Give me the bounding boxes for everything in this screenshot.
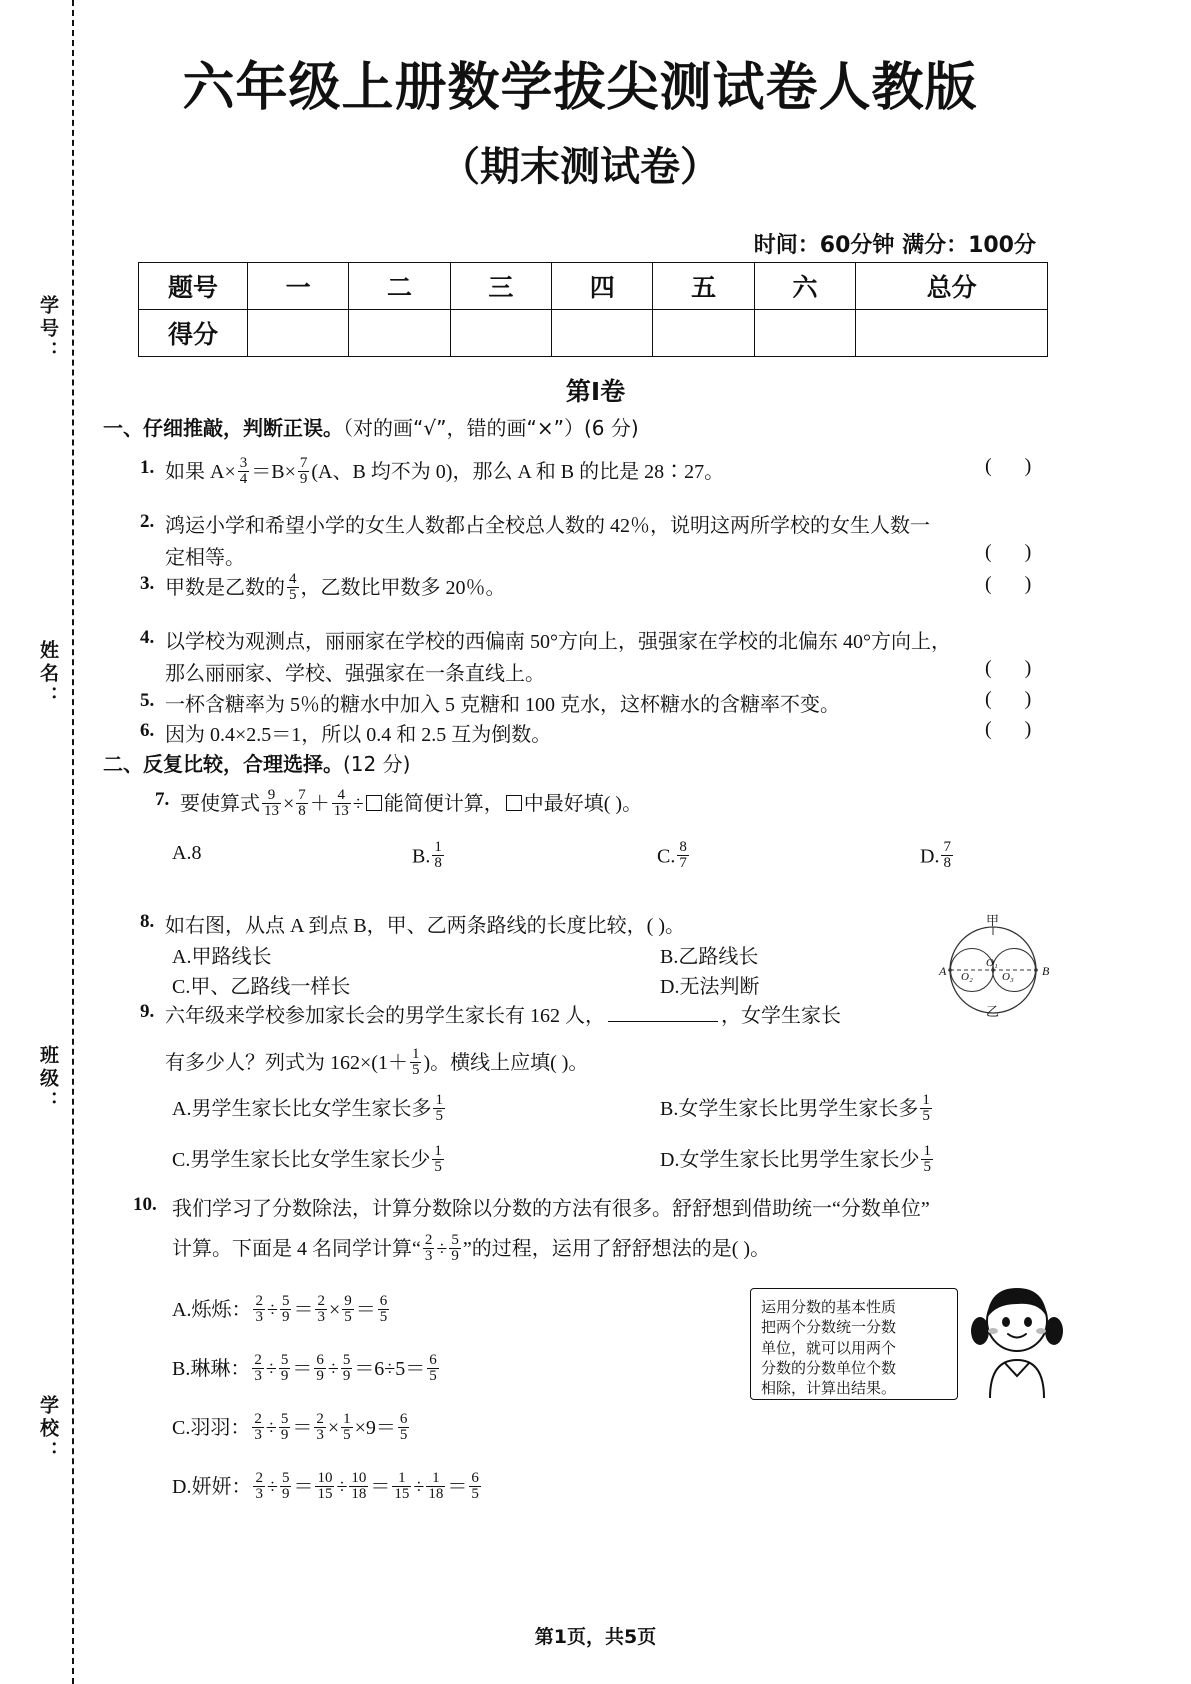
- q10-option-fraction-10: $\frac{1}{18}$: [428, 1469, 444, 1502]
- page-subtitle: （期末测试卷）: [440, 144, 720, 190]
- q10-option-operator-5: ÷: [336, 1476, 348, 1498]
- q7-opt-c-fraction: $\frac{8}{7}$: [679, 839, 687, 872]
- q7-opt-d-label: D.: [920, 845, 940, 868]
- girl-braid-right: [1045, 1317, 1063, 1345]
- q10-option-fraction-8: $\frac{6}{5}$: [379, 1292, 388, 1325]
- q10-option-operator-7: ＝6÷5＝: [354, 1358, 426, 1380]
- point-b-dot: [1034, 968, 1038, 972]
- question-9-option-d[interactable]: [660, 1143, 935, 1177]
- q1-mid: ＝B×: [251, 461, 296, 483]
- question-2-answer-paren[interactable]: ( ): [985, 541, 1046, 563]
- q7-op3: ÷: [352, 793, 364, 815]
- question-7-text: [180, 787, 642, 821]
- binding-dashed-line: [72, 0, 74, 1684]
- score-col-3: 三: [450, 263, 551, 310]
- q1-pre: 如果 A×: [165, 461, 236, 483]
- q9-answer-blank[interactable]: [608, 1005, 718, 1022]
- q10-option-fraction-4: $\frac{10}{15}$: [317, 1469, 333, 1502]
- question-8-option-a[interactable]: A.甲路线长: [172, 946, 272, 968]
- q10-option-fraction-4: $\frac{6}{9}$: [316, 1351, 324, 1384]
- q9-opt-a-label: A.: [172, 1098, 192, 1120]
- q10-option-operator-1: ÷: [265, 1358, 277, 1380]
- q10-option-operator-5: ÷: [327, 1358, 339, 1380]
- page-footer: 第1页，共5页: [534, 1626, 657, 1648]
- figure-label-yi: 乙: [986, 1005, 1000, 1018]
- q7-opt-a-label: A.: [172, 842, 192, 864]
- q9-line2-b: )。横线上应填( )。: [423, 1052, 589, 1074]
- q9-line1-a: 六年级来学校参加家长会的男学生家长有 162 人，: [165, 1005, 605, 1027]
- girl-illustration: [960, 1276, 1075, 1401]
- question-10-option-c[interactable]: [172, 1411, 411, 1445]
- question-10-text-line1: 我们学习了分数除法，计算分数除以分数的方法有很多。舒舒想到借助统一“分数单位”: [172, 1198, 930, 1220]
- score-cell-2[interactable]: [349, 310, 450, 357]
- q7-post2: 中最好填( )。: [523, 793, 643, 815]
- girl-blush-right: [1036, 1328, 1046, 1334]
- question-7-option-a[interactable]: [172, 842, 201, 865]
- question-6-text: 因为 0.4×2.5＝1，所以 0.4 和 2.5 互为倒数。: [165, 724, 552, 746]
- q10-option-label: D.妍妍：: [172, 1476, 252, 1498]
- margin-label-school: 学校：: [37, 1395, 59, 1464]
- q9-line2-a: 有多少人？列式为 162×(1＋: [165, 1052, 408, 1074]
- score-col-1: 一: [248, 263, 349, 310]
- question-7-number: 7.: [155, 789, 170, 810]
- q10-option-fraction-6: $\frac{9}{5}$: [344, 1292, 352, 1325]
- q10-option-operator-7: ＝: [355, 1299, 376, 1321]
- question-9-text-line1: [165, 999, 841, 1028]
- figure-label-o1: O₁: [986, 957, 998, 969]
- question-8-text: 如右图，从点 A 到点 B，甲、乙两条路线的长度比较，( )。: [165, 915, 685, 937]
- question-9-option-c[interactable]: [172, 1143, 446, 1177]
- q1-fraction-2: $\frac{7}{9}$: [299, 454, 308, 487]
- q10-option-operator-7: ×9＝: [354, 1417, 396, 1439]
- q10-fraction-1: $\frac{2}{3}$: [424, 1231, 433, 1264]
- girl-icon: [960, 1276, 1075, 1401]
- point-a-dot: [948, 968, 952, 972]
- q10-option-operator-3: ＝: [292, 1417, 313, 1439]
- margin-label-name: 姓名：: [37, 640, 59, 709]
- girl-body: [990, 1360, 1044, 1398]
- question-6-answer-paren[interactable]: ( ): [985, 718, 1046, 740]
- q10-option-fraction-8: $\frac{6}{5}$: [429, 1351, 437, 1384]
- girl-braid-left: [971, 1317, 989, 1345]
- girl-eye-left: [1002, 1317, 1010, 1327]
- score-cell-5[interactable]: [653, 310, 754, 357]
- score-cell-total[interactable]: [856, 310, 1048, 357]
- bubble-line-1: 把两个分数统一分数: [761, 1318, 897, 1337]
- q9-opt-a-text: 男学生家长比女学生家长多: [191, 1098, 432, 1120]
- question-8-option-c[interactable]: C.甲、乙路线一样长: [172, 976, 351, 998]
- question-8-option-b[interactable]: B.乙路线长: [660, 946, 759, 968]
- score-cell-6[interactable]: [754, 310, 855, 357]
- bubble-line-2: 单位，就可以用两个: [761, 1338, 897, 1357]
- q10-option-fraction-6: $\frac{5}{9}$: [342, 1351, 351, 1384]
- q7-answer-box-1[interactable]: [366, 795, 382, 811]
- q10-option-fraction-8: $\frac{6}{5}$: [399, 1410, 408, 1443]
- q9-opt-a-fraction: $\frac{1}{5}$: [435, 1091, 443, 1124]
- q3-fraction: $\frac{4}{5}$: [289, 570, 297, 603]
- q10-option-label: B.琳琳：: [172, 1358, 251, 1380]
- question-4-number: 4.: [140, 627, 155, 648]
- q9-opt-b-fraction: $\frac{1}{5}$: [922, 1091, 930, 1124]
- bubble-line-0: 运用分数的基本性质: [761, 1298, 897, 1316]
- margin-label-class: 班级：: [37, 1045, 59, 1114]
- score-col-5: 五: [653, 263, 754, 310]
- score-col-2: 二: [349, 263, 450, 310]
- hint-speech-bubble: [750, 1288, 958, 1400]
- q9-opt-d-label: D.: [660, 1149, 680, 1171]
- exam-meta: 时间：60分钟 满分：100分: [753, 233, 1036, 258]
- question-7-option-c[interactable]: [657, 839, 691, 874]
- section-2-heading: [103, 748, 410, 777]
- score-col-4: 四: [552, 263, 653, 310]
- question-7-option-b[interactable]: [412, 839, 446, 874]
- section-1-title: 一、仔细推敲，判断正误。: [103, 416, 343, 440]
- q7-fraction-1: $\frac{9}{13}$: [264, 786, 279, 819]
- q10-option-operator-1: ÷: [266, 1299, 278, 1321]
- section-1-subtitle: （对的画“√”，错的画“×”）(6 分): [343, 416, 639, 440]
- q7-answer-box-2[interactable]: [506, 795, 522, 811]
- q1-fraction-1: $\frac{3}{4}$: [239, 454, 248, 487]
- q10-option-operator-1: ÷: [266, 1476, 278, 1498]
- bubble-line-3: 分数的分数单位个数: [761, 1358, 897, 1377]
- figure-label-b: B: [1042, 964, 1050, 978]
- table-row-scores: [139, 310, 1048, 357]
- q10-option-fraction-0: $\frac{2}{3}$: [255, 1292, 263, 1325]
- q7-post: 能简便计算，: [383, 793, 504, 815]
- q10-option-operator-7: ＝: [370, 1476, 391, 1498]
- q10-option-operator-3: ＝: [293, 1476, 314, 1498]
- question-9-text-line2: [165, 1046, 588, 1080]
- q9-line1-b: ，女学生家长: [721, 1005, 841, 1027]
- q10-option-operator-9: ÷: [413, 1476, 425, 1498]
- q9-opt-b-text: 女学生家长比男学生家长多: [678, 1098, 919, 1120]
- girl-eye-right: [1024, 1317, 1032, 1327]
- question-5-answer-paren[interactable]: ( ): [985, 688, 1046, 710]
- q7-opt-b-label: B.: [412, 845, 431, 868]
- score-cell-3[interactable]: [450, 310, 551, 357]
- q9-opt-d-text: 女学生家长比男学生家长少: [679, 1149, 920, 1171]
- q7-opt-a-text: 8: [191, 842, 202, 864]
- question-10-option-d[interactable]: [172, 1470, 483, 1504]
- question-7-option-d[interactable]: [920, 839, 955, 874]
- q3-pre: 甲数是乙数的: [165, 577, 285, 599]
- q7-fraction-3: $\frac{4}{13}$: [333, 786, 349, 819]
- q10-fraction-2: $\frac{5}{9}$: [451, 1231, 459, 1264]
- score-cell-4[interactable]: [552, 310, 653, 357]
- score-col-6: 六: [754, 263, 855, 310]
- bubble-line-4: 相除，计算出结果。: [761, 1379, 897, 1397]
- circle-path-diagram: [905, 908, 1085, 1018]
- q9-opt-c-text: 男学生家长比女学生家长少: [190, 1149, 431, 1171]
- q10-op: ÷: [436, 1238, 448, 1260]
- question-5-text: 一杯含糖率为 5％的糖水中加入 5 克糖和 100 克水，这杯糖水的含糖率不变。: [165, 694, 840, 716]
- question-2-number: 2.: [140, 511, 155, 532]
- margin-label-student-id: 学号：: [37, 295, 59, 364]
- question-1-answer-paren[interactable]: ( ): [985, 455, 1046, 477]
- section-1-heading: [103, 412, 639, 441]
- q9-opt-c-label: C.: [172, 1149, 191, 1171]
- q7-op1: ×: [283, 793, 295, 815]
- q10-option-fraction-6: $\frac{10}{18}$: [351, 1469, 367, 1502]
- q9-opt-b-label: B.: [660, 1098, 679, 1120]
- q7-opt-c-label: C.: [657, 845, 676, 868]
- question-3-answer-paren[interactable]: ( ): [985, 573, 1046, 595]
- q10-option-operator-3: ＝: [292, 1358, 313, 1380]
- q10-option-fraction-4: $\frac{2}{3}$: [316, 1410, 324, 1443]
- q10-option-fraction-0: $\frac{2}{3}$: [255, 1469, 263, 1502]
- question-8-figure: [905, 908, 1085, 1018]
- q10-option-operator-5: ×: [328, 1299, 341, 1321]
- q1-post: (A、B 均不为 0)，那么 A 和 B 的比是 28∶27。: [311, 461, 725, 483]
- question-1-text: [165, 455, 724, 489]
- question-10-text-line2: [172, 1232, 770, 1266]
- question-3-number: 3.: [140, 573, 155, 594]
- score-table: [138, 262, 1048, 357]
- q10-line2-a: 计算。下面是 4 名同学计算“: [172, 1238, 421, 1260]
- q10-option-fraction-2: $\frac{5}{9}$: [280, 1410, 289, 1443]
- q9-opt-d-fraction: $\frac{1}{5}$: [923, 1142, 931, 1175]
- question-8-option-d[interactable]: D.无法判断: [660, 976, 760, 998]
- section-2-title: 二、反复比较，合理选择。: [103, 752, 343, 776]
- q10-option-fraction-0: $\frac{2}{3}$: [254, 1351, 262, 1384]
- girl-blush-left: [988, 1328, 998, 1334]
- question-10-number: 10.: [133, 1194, 157, 1215]
- figure-label-o3: O₃: [1002, 971, 1014, 983]
- question-1-number: 1.: [140, 457, 155, 478]
- figure-label-o2: O₂: [961, 971, 973, 983]
- q10-option-fraction-8: $\frac{1}{15}$: [394, 1469, 410, 1502]
- q10-option-operator-11: ＝: [447, 1476, 468, 1498]
- q10-option-fraction-2: $\frac{5}{9}$: [281, 1469, 290, 1502]
- question-8-number: 8.: [140, 911, 155, 932]
- q10-option-fraction-2: $\frac{5}{9}$: [281, 1292, 290, 1325]
- q7-opt-d-fraction: $\frac{7}{8}$: [943, 839, 951, 872]
- q10-option-operator-3: ＝: [293, 1299, 314, 1321]
- question-3-text: [165, 571, 506, 605]
- q10-option-operator-1: ÷: [265, 1417, 277, 1439]
- question-9-number: 9.: [140, 1001, 155, 1022]
- figure-label-a: A: [939, 964, 947, 978]
- section-2-subtitle: (12 分): [343, 752, 411, 776]
- score-cell-1[interactable]: [248, 310, 349, 357]
- question-4-text-line2: 那么丽丽家、学校、强强家在一条直线上。: [165, 663, 545, 685]
- question-4-answer-paren[interactable]: ( ): [985, 657, 1046, 679]
- q7-op2: ＋: [309, 793, 330, 815]
- score-table-row-label: 题号: [139, 263, 248, 310]
- question-9-option-a[interactable]: [172, 1092, 447, 1126]
- figure-label-jia: 甲: [986, 914, 1000, 929]
- q9-opt-c-fraction: $\frac{1}{5}$: [434, 1142, 442, 1175]
- q7-fraction-2: $\frac{7}{8}$: [298, 786, 306, 819]
- table-row-header: [139, 263, 1048, 310]
- q9-fraction: $\frac{1}{5}$: [411, 1045, 420, 1078]
- q10-option-fraction-6: $\frac{1}{5}$: [343, 1410, 351, 1443]
- q10-option-fraction-2: $\frac{5}{9}$: [280, 1351, 289, 1384]
- score-col-total: 总分: [856, 263, 1048, 310]
- question-10-option-b[interactable]: [172, 1352, 441, 1386]
- question-4-text-line1: 以学校为观测点，丽丽家在学校的西偏南 50°方向上，强强家在学校的北偏东 40°方向上，: [165, 631, 951, 653]
- q3-post: ，乙数比甲数多 20％。: [300, 577, 506, 599]
- q10-option-fraction-12: $\frac{6}{5}$: [471, 1469, 479, 1502]
- q7-opt-b-fraction: $\frac{1}{8}$: [434, 839, 442, 872]
- question-5-number: 5.: [140, 690, 155, 711]
- question-6-number: 6.: [140, 720, 155, 741]
- q10-line2-b: ”的过程，运用了舒舒想法的是( )。: [462, 1238, 771, 1260]
- q10-option-label: A.烁烁：: [172, 1299, 252, 1321]
- page-title: 六年级上册数学拔尖测试卷人教版: [182, 58, 978, 118]
- q7-pre: 要使算式: [180, 793, 260, 815]
- question-9-option-b[interactable]: [660, 1092, 934, 1126]
- question-2-text-line1: 鸿运小学和希望小学的女生人数都占全校总人数的 42％，说明这两所学校的女生人数一: [165, 515, 930, 537]
- q10-option-operator-5: ×: [327, 1417, 340, 1439]
- q10-option-label: C.羽羽：: [172, 1417, 251, 1439]
- q10-option-fraction-4: $\frac{2}{3}$: [317, 1292, 325, 1325]
- q10-option-fraction-0: $\frac{2}{3}$: [254, 1410, 262, 1443]
- question-2-text-line2: 定相等。: [165, 547, 245, 569]
- paper-part-heading: 第Ⅰ卷: [565, 377, 626, 406]
- score-table-row-label-2: 得分: [139, 310, 248, 357]
- question-10-option-a[interactable]: [172, 1293, 391, 1327]
